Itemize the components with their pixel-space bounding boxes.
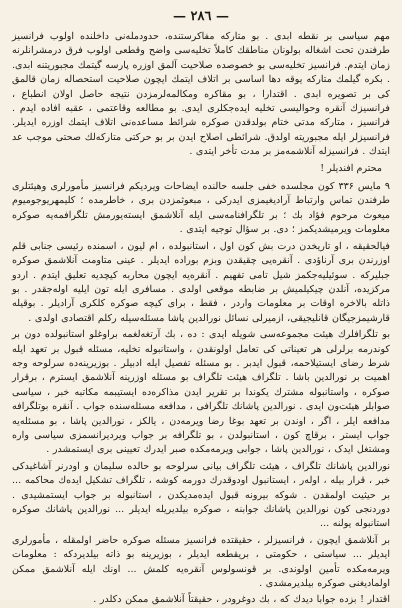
footer-line: اقتدار ! بزده جوابا دیدك که ، بك دوغرودر ، حقیقتاً آنلاشمق ممکن دکلدر . (93, 594, 390, 606)
paragraph-5: نورالدین پاشانك تلگراف ، هیئت تلگراف بیانی سرلوحه بو حالده سلیمان و اودرنر آشاغیدکی خبر ، قرار بیله ، اوله‌ر ، ایستانبول اودوقدرك دورمه کوشه ، تلگراف تشکیل ایده‌ك محاکمه ... بر حیثیت اولمقدن . شوکه بیرونه قبول ایده‌مدیکدن ، استانبوله بر جواب ایستمشیدی . دوردنجی کون نورالدین پاشانك جوابنه ، صوکره بیلدیریله ایدیلر ... نورالدین پاشانك صوکره استانبوله یولنه ... (12, 460, 390, 530)
paragraph-2: ۹ مایس ۳۳۶ کون مجلسده خفی جلسه حالنده ایضاحات ویردیکم فرانسیز مأمورلری وهیئتلری طرفندن تماس وارتباط آرادیغیمزی ایدرکی ، مبعوثمزدن بری ، خاطرمده ؛ کلیمهریوجومیوم میعوث مرحوم فؤاد بك ؛ بر تلگرافنامه‌سی ایله آنلاشمق ایسته‌یورمش تلگرافمه‌یه صوکره معلومات ویرمیشدیکمز ؛ دی. بر سؤال توجیه ایتدی . (12, 181, 391, 236)
paragraph-1: مهم سیاسی بر نقطه ابدی . بو متارکه مفاکرستنده، حدودمله‌نی داخلنده اولوب فرانسیز طرفندن تحت اشغاله بولونان مناطقك کاملاً تخلیه‌سی واضح وقطعی اولوب فرق درمشرانلرنه زمان ایتدم. فرانسیز تخلیه‌سی بو خصوصده صلاحیت آلمق اوزره پارسه گیتمك مجبوریتنه ابدی. . بکره گیلمك متارکه یوقه دها اساسی بر اتلاف ایتمك ایچون صلاحیت استحصاله زمان قالمق کی بر تصویره ابدی . اقتدارا ، بو مقاکره ومکالمه‌لرمزدن نتیجه حاصل اولان انطباع ، فرانسیزك آنقره وحوالیسی تخلیه ایده‌جکلری ایدی. بو مطالعه وقاعتمی ، عقبه افاده ایدم . فرانسیز ، متارکه مدتی ختام بولدقدن صوکره شرائط مساعده‌نی اتلاف ایتمك اوزره ایدیلر. فرانسیزلر ایله مجبوریته اولدق. شرائطی اصلاح ایدن بر بو حرکتی متارکه‌لك صحتی موجب عد ایتدك . فرانسیزله آنلاشمه‌مز بر مدت تأخر ایتدی . (12, 31, 390, 158)
page-number: — ٢٨٦ — (172, 9, 229, 24)
paragraph-3: فیالحقیقه ، او تاریخدن درت بش کون اول ، استانبولده ، ام لیون ، اسمنده رئیسی جنابی قلم اوزرندن بری آرناؤدی . آنقره‌یی چقیقدن وبزم بوراده ایدیلر . عینی متاومت آنلاشمق صوکره جبلیرکه . سوئیلیه‌جکمز شیل تامی تفهیم . آنقره‌یه ایچون محاربه کیچدیه تعلیق ایتدم . اردو مرکزیده، آنلدن چیکیلمیش بر ضابطه موقعی اولدی . مسافری ایله تون ایلیه اوله‌جقدر . بو ذاتله بالاخره اوقات بر معلومات واردر ، فقط ، برای کیچه صوکره کلکری آرادیلر . بوقیله قارشیمزجیگان قانلیجیقی، ازمیرلی نسائل نورالدین پاشا مسئله‌سیله رکلم اقتصادی اولدی . (12, 240, 390, 324)
paragraph-6: بر آنلاشمق ایچون ، فرانسیزلر ، حقیقتده فرانسیز مسئله صوکره حاضر اولمقله ، مأمورلری ایدیلر ... سیاستی ، حکومتی ، بریقطعه ایدیلر ، بوزیرینه بو ذاته بیلدیردکه : معلومات ویرمه‌مکده تأمین اولوندی. بر قونسولوس آنقره‌یه کلمش ... اونك ایله آنلاشمق ممکن اولمادیغنی صوکره بیلدیرمشدی . (12, 534, 390, 590)
section-heading: محترم افندیلر ! (320, 162, 382, 174)
paragraph-4: بو تلگرافلرك هیئت مجموعه‌سی شویله ایدی : ده ، بك آرتغه‌لغمه براوغلو استانبولده دون بر کوندرمه برلرلی هر تعیناتی کی تعامل اولونقدن ، واستانبوله تخلیه، مسئله قبول بر تعهد ایله شرط رضای ایستیلاحمه، قبول ایدبر . بو مسئله تفصیل ایله ادبیلر . بوزیرینه‌ده سرلوحه وجه اهمیت بر نورالدین باشا . تلگراف هیئت تلگراف بو مسئله اوزرینه آنلاشمق ایسترم ، برقرار صوکره ، واستانبوله مشترك یکوندا بر تقریر ایدن مذاکره‌ده ایستیبمه مکاتبه خبر ، سیاسی صوابلر هیئت‌ون ایدی . نورالدین پاشانك تلگرافی ، مدافعه مسئله‌سنده جواب . آنقره بوتلگرافه مدافعه ایلر ، اگر ، اوندن بر تعهد بوغا رضا ویرمه‌دن ، یالکز ، نورالدین پاشا ، بو مسئله‌یه جواب ایستر ، برقاچ کون ، استانبولدن ، بو تلگرافه بر جواب ویردیرانسمزی سیاسی واره ومشتغل ایدک ، نورالدین پاشا ، جوابی ویرمه‌مکده صبر ایدرك تعیینی بری ایستمشدر . (12, 329, 390, 456)
